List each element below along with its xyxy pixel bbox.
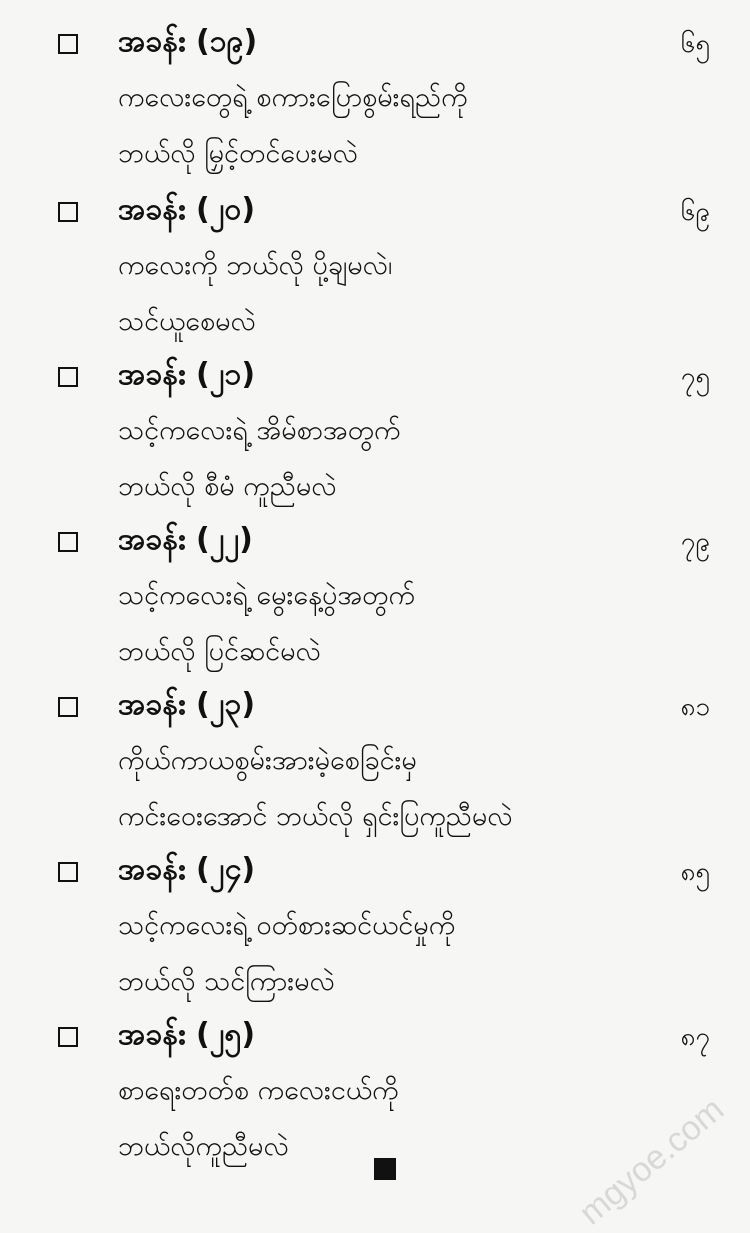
chapter-line-1: သင့်ကလေးရဲ့ အိမ်စာအတွက်: [118, 415, 401, 446]
page-number: ၇၅: [680, 362, 710, 392]
chapter-line-2: ကင်းဝေးအောင် ဘယ်လို ရှင်းပြကူညီမလဲ: [118, 801, 513, 832]
chapter-line-2: ဘယ်လိုကူညီမလဲ: [118, 1131, 289, 1162]
chapter-line-2: ဘယ်လို မြှင့်တင်ပေးမလဲ: [118, 138, 358, 169]
page-number: ၆၅: [680, 29, 710, 59]
chapter-line-2: ဘယ်လို စီမံ ကူညီမလဲ: [118, 471, 337, 502]
page-number: ၈၅: [680, 857, 710, 887]
chapter-line-1: ကလေးကို ဘယ်လို ပို့ချမလဲ၊: [118, 250, 393, 281]
checkbox-icon: [58, 202, 78, 222]
chapter-line-1: ကိုယ်ကာယစွမ်းအားမဲ့စေခြင်းမှ: [118, 745, 417, 776]
toc-entry-22[interactable]: [0, 520, 750, 688]
chapter-line-2: ဘယ်လို သင်ကြားမလဲ: [118, 966, 335, 997]
chapter-title: အခန်း (၁၉): [118, 24, 258, 59]
chapter-line-1: ကလေးတွေရဲ့ စကားပြောစွမ်းရည်ကို: [118, 82, 468, 113]
chapter-title: အခန်း (၂၅): [118, 1017, 256, 1052]
page-number: ၇၉: [680, 527, 710, 557]
checkbox-icon: [58, 34, 78, 54]
chapter-line-2: ဘယ်လို ပြင်ဆင်မလဲ: [118, 636, 321, 667]
chapter-title: အခန်း (၂၄): [118, 852, 256, 887]
toc-entry-24[interactable]: [0, 850, 750, 1018]
toc-entry-23[interactable]: [0, 685, 750, 853]
toc-entry-19[interactable]: [0, 22, 750, 190]
page-number: ၆၉: [680, 197, 710, 227]
end-mark-square-icon: [374, 1158, 396, 1180]
checkbox-icon: [58, 697, 78, 717]
toc-entry-20[interactable]: [0, 190, 750, 358]
toc-entry-21[interactable]: [0, 355, 750, 523]
watermark: mgyoe.com: [572, 1090, 732, 1233]
chapter-line-2: သင်ယူစေမလဲ: [118, 306, 256, 337]
chapter-line-1: သင့်ကလေးရဲ့ မွေးနေ့ပွဲအတွက်: [118, 580, 415, 611]
checkbox-icon: [58, 862, 78, 882]
page-number: ၈၁: [680, 692, 710, 722]
chapter-title: အခန်း (၂၀): [118, 192, 256, 227]
chapter-line-1: စာရေးတတ်စ ကလေးငယ်ကို: [118, 1075, 399, 1106]
chapter-title: အခန်း (၂၁): [118, 357, 256, 392]
checkbox-icon: [58, 532, 78, 552]
chapter-line-1: သင့်ကလေးရဲ့ ဝတ်စားဆင်ယင်မှုကို: [118, 910, 456, 941]
page-number: ၈၇: [680, 1022, 710, 1052]
chapter-title: အခန်း (၂၂): [118, 522, 253, 557]
checkbox-icon: [58, 1027, 78, 1047]
chapter-title: အခန်း (၂၃): [118, 687, 256, 722]
checkbox-icon: [58, 367, 78, 387]
